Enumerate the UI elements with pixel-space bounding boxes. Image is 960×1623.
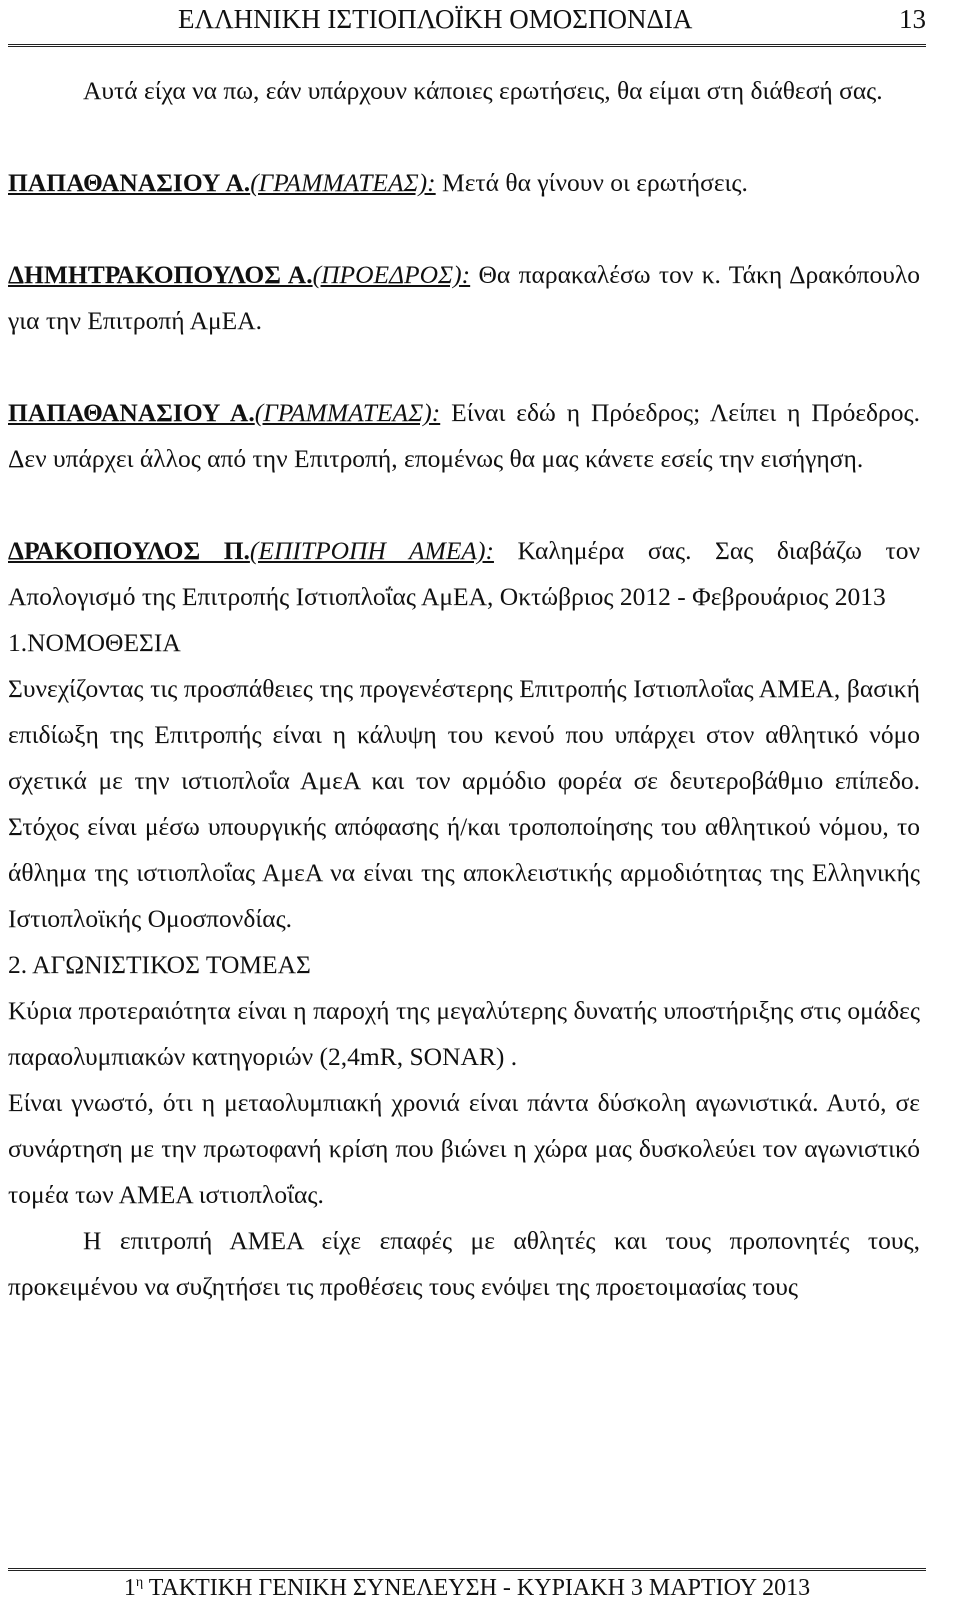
- paragraph: Είναι γνωστό, ότι η μεταολυμπιακή χρονιά είναι πάντα δύσκολη αγωνιστικά. Αυτό, σε συνάρτηση με την πρωτοφανή κρίση που βιώνει η χώρα μας δυσκολεύει τον αγωνιστικό τομέα των ΑΜΕΑ ιστιοπλοΐας.: [8, 1088, 920, 1209]
- speech-paragraph: [8, 528, 920, 620]
- speech-text: Καλημέρα σας. Σας διαβάζω τον Απολογισμό της Επιτροπής Ιστιοπλοΐας ΑμΕΑ, Οκτώβριος 2012 - Φεβρουάριος 2013: [8, 536, 920, 611]
- speech-paragraph: [8, 390, 920, 482]
- document-body: [8, 68, 920, 1310]
- page-number: 13: [899, 4, 926, 34]
- paragraph: Αυτά είχα να πω, εάν υπάρχουν κάποιες ερωτήσεις, θα είμαι στη διάθεσή σας.: [83, 76, 883, 105]
- speaker-name: ΔΡΑΚΟΠΟΥΛΟΣ Π.: [8, 536, 250, 565]
- footer-text: ΤΑΚΤΙΚΗ ΓΕΝΙΚΗ ΣΥΝΕΛΕΥΣΗ - ΚΥΡΙΑΚΗ 3 ΜΑΡΤΙΟΥ 2013: [143, 1575, 811, 1601]
- speech-text: Είναι εδώ η Πρόεδρος; Λείπει η Πρόεδρος. Δεν υπάρχει άλλος από την Επιτροπή, επομένως θα μας κάνετε εσείς την εισήγηση.: [8, 398, 920, 473]
- page-footer: [8, 1568, 926, 1623]
- speech-text: Θα παρακαλέσω τον κ. Τάκη Δρακόπουλο για την Επιτροπή ΑμΕΑ.: [8, 260, 920, 335]
- speaker-role: (ΓΡΑΜΜΑΤΕΑΣ):: [250, 168, 436, 197]
- footer-ordinal-suffix: η: [135, 1575, 144, 1590]
- footer-ordinal: 1: [123, 1575, 136, 1601]
- paragraph: Κύρια προτεραιότητα είναι η παροχή της μεγαλύτερης δυνατής υποστήριξης στις ομάδες παραολυμπιακών κατηγοριών (2,4mR, SONAR) .: [8, 996, 920, 1071]
- section-heading: 1.ΝΟΜΟΘΕΣΙΑ: [8, 628, 181, 657]
- speaker-role: (ΕΠΙΤΡΟΠΗ ΑΜΕΑ):: [249, 536, 494, 565]
- speaker-name: ΔΗΜΗΤΡΑΚΟΠΟΥΛΟΣ Α.: [8, 260, 313, 289]
- speaker-role: (ΓΡΑΜΜΑΤΕΑΣ):: [254, 398, 441, 427]
- page-header: [8, 4, 926, 47]
- speech-paragraph: [8, 160, 920, 206]
- section-heading: 2. ΑΓΩΝΙΣΤΙΚΟΣ ΤΟΜΕΑΣ: [8, 950, 311, 979]
- speech-paragraph: [8, 252, 920, 344]
- document-title: ΕΛΛΗΝΙΚΗ ΙΣΤΙΟΠΛΟΪΚΗ ΟΜΟΣΠΟΝΔΙΑ: [178, 4, 693, 34]
- speaker-name: ΠΑΠΑΘΑΝΑΣΙΟΥ Α.: [8, 398, 255, 427]
- paragraph: Συνεχίζοντας τις προσπάθειες της προγενέστερης Επιτροπής Ιστιοπλοΐας ΑΜΕΑ, βασική επιδίωξη της Επιτροπής είναι η κάλυψη του κενού που υπάρχει στον αθλητικό νόμο σχετικά με την ιστιοπλοΐα ΑμεΑ και τον αρμόδιο φορέα σε δευτεροβάθμιο επίπεδο. Στόχος είναι μέσω υπουργικής απόφασης ή/και τροποποίησης του αθλητικού νόμου, το άθλημα της ιστιοπλοΐας ΑμεΑ να είναι της αποκλειστικής αρμοδιότητας της Ελληνικής Ιστιοπλοϊκής Ομοσπονδίας.: [8, 674, 920, 933]
- paragraph: Η επιτροπή ΑΜΕΑ είχε επαφές με αθλητές και τους προπονητές τους, προκειμένου να συζητήσει τις προθέσεις τους ενόψει της προετοιμασίας τους: [8, 1226, 920, 1301]
- speaker-role: (ΠΡΟΕΔΡΟΣ):: [312, 260, 471, 289]
- speaker-name: ΠΑΠΑΘΑΝΑΣΙΟΥ Α.: [8, 168, 251, 197]
- speech-text: Μετά θα γίνουν οι ερωτήσεις.: [435, 168, 748, 197]
